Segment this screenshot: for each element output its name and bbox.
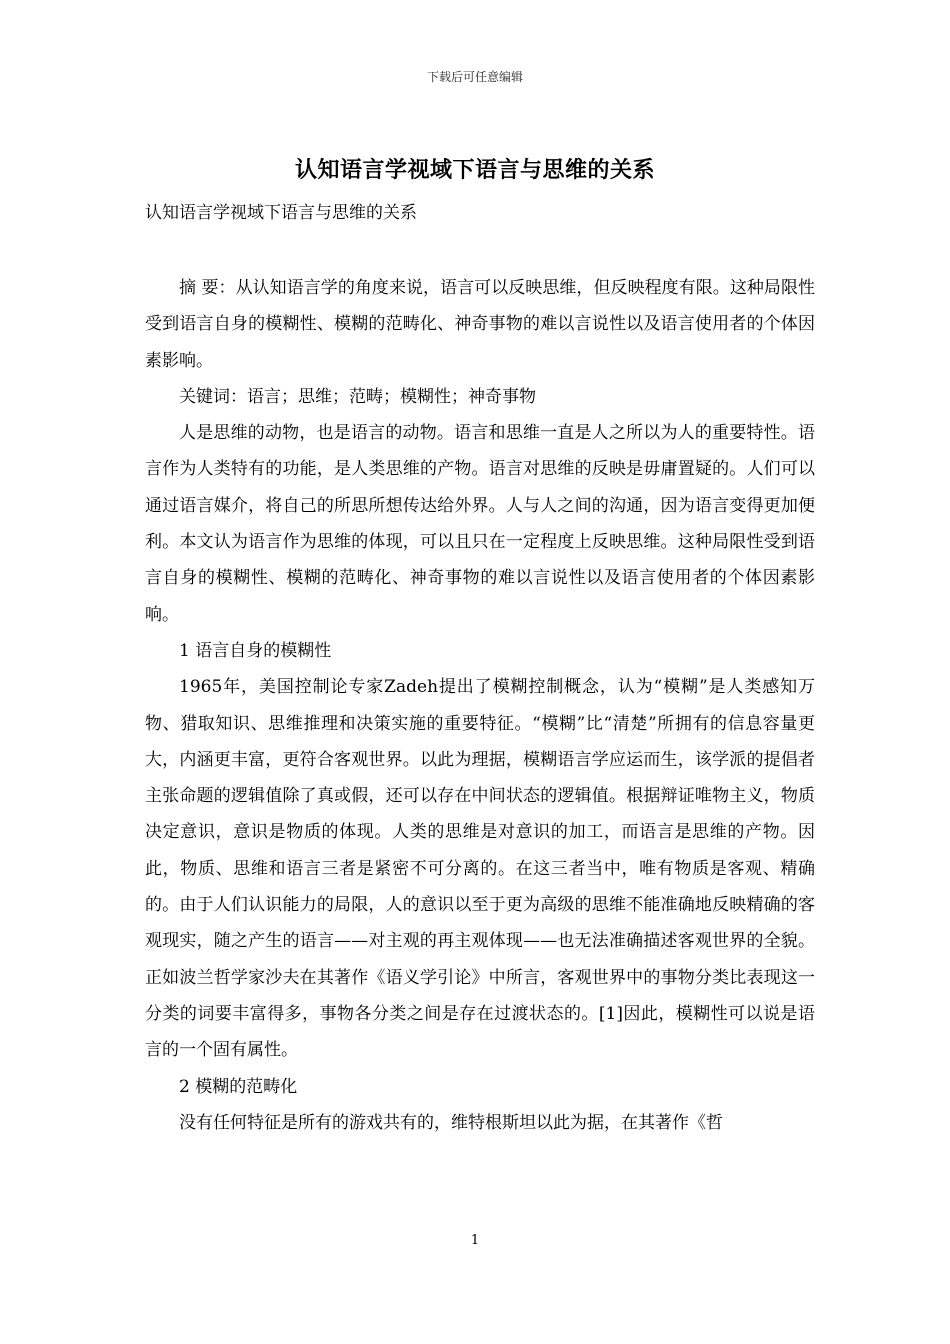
document-subtitle: 认知语言学视域下语言与思维的关系 bbox=[145, 203, 417, 223]
intro-paragraph: 人是思维的动物，也是语言的动物。语言和思维一直是人之所以为人的重要特性。语言作为人类特有的功能，是人类思维的产物。语言对思维的反映是毋庸置疑的。人们可以通过语言媒介，将自己的所思所想传达给外界。人与人之间的沟通，因为语言变得更加便利。本文认为语言作为思维的体现，可以且只在一定程度上反映思维。这种局限性受到语言自身的模糊性、模糊的范畴化、神奇事物的难以言说性以及语言使用者的个体因素影响。 bbox=[145, 423, 815, 625]
document-title: 认知语言学视域下语言与思维的关系 bbox=[294, 157, 655, 183]
header-note: 下载后可任意编辑 bbox=[426, 70, 523, 84]
keywords-paragraph: 关键词：语言；思维；范畴；模糊性；神奇事物 bbox=[179, 386, 536, 407]
section-2-heading: 2 模糊的范畴化 bbox=[179, 1076, 298, 1097]
document-body bbox=[145, 270, 815, 1141]
abstract-paragraph: 摘 要：从认知语言学的角度来说，语言可以反映思维，但反映程度有限。这种局限性受到语言自身的模糊性、模糊的范畴化、神奇事物的难以言说性以及语言使用者的个体因素影响。 bbox=[145, 278, 815, 371]
section-1-paragraph: 1965年，美国控制论专家Zadeh提出了模糊控制概念，认为“模糊”是人类感知万物、猎取知识、思维推理和决策实施的重要特征。“模糊”比“清楚”所拥有的信息容量更大，内涵更丰富，更符合客观世界。以此为理据，模糊语言学应运而生，该学派的提倡者主张命题的逻辑值除了真或假，还可以存在中间状态的逻辑值。根据辩证唯物主义，物质决定意识，意识是物质的体现。人类的思维是对意识的加工，而语言是思维的产物。因此，物质、思维和语言三者是紧密不可分离的。在这三者当中，唯有物质是客观、精确的。由于人们认识能力的局限，人的意识以至于更为高级的思维不能准确地反映精确的客观现实，随之产生的语言——对主观的再主观体现——也无法准确描述客观世界的全貌。正如波兰哲学家沙夫在其著作《语义学引论》中所言，客观世界中的事物分类比表现这一分类的词要丰富得多，事物各分类之间是存在过渡状态的。[1]因此，模糊性可以说是语言的一个固有属性。 bbox=[145, 677, 815, 1061]
page-number: 1 bbox=[470, 1233, 480, 1248]
section-1-heading: 1 语言自身的模糊性 bbox=[179, 640, 332, 661]
section-2-paragraph: 没有任何特征是所有的游戏共有的，维特根斯坦以此为据，在其著作《哲 bbox=[179, 1112, 723, 1133]
